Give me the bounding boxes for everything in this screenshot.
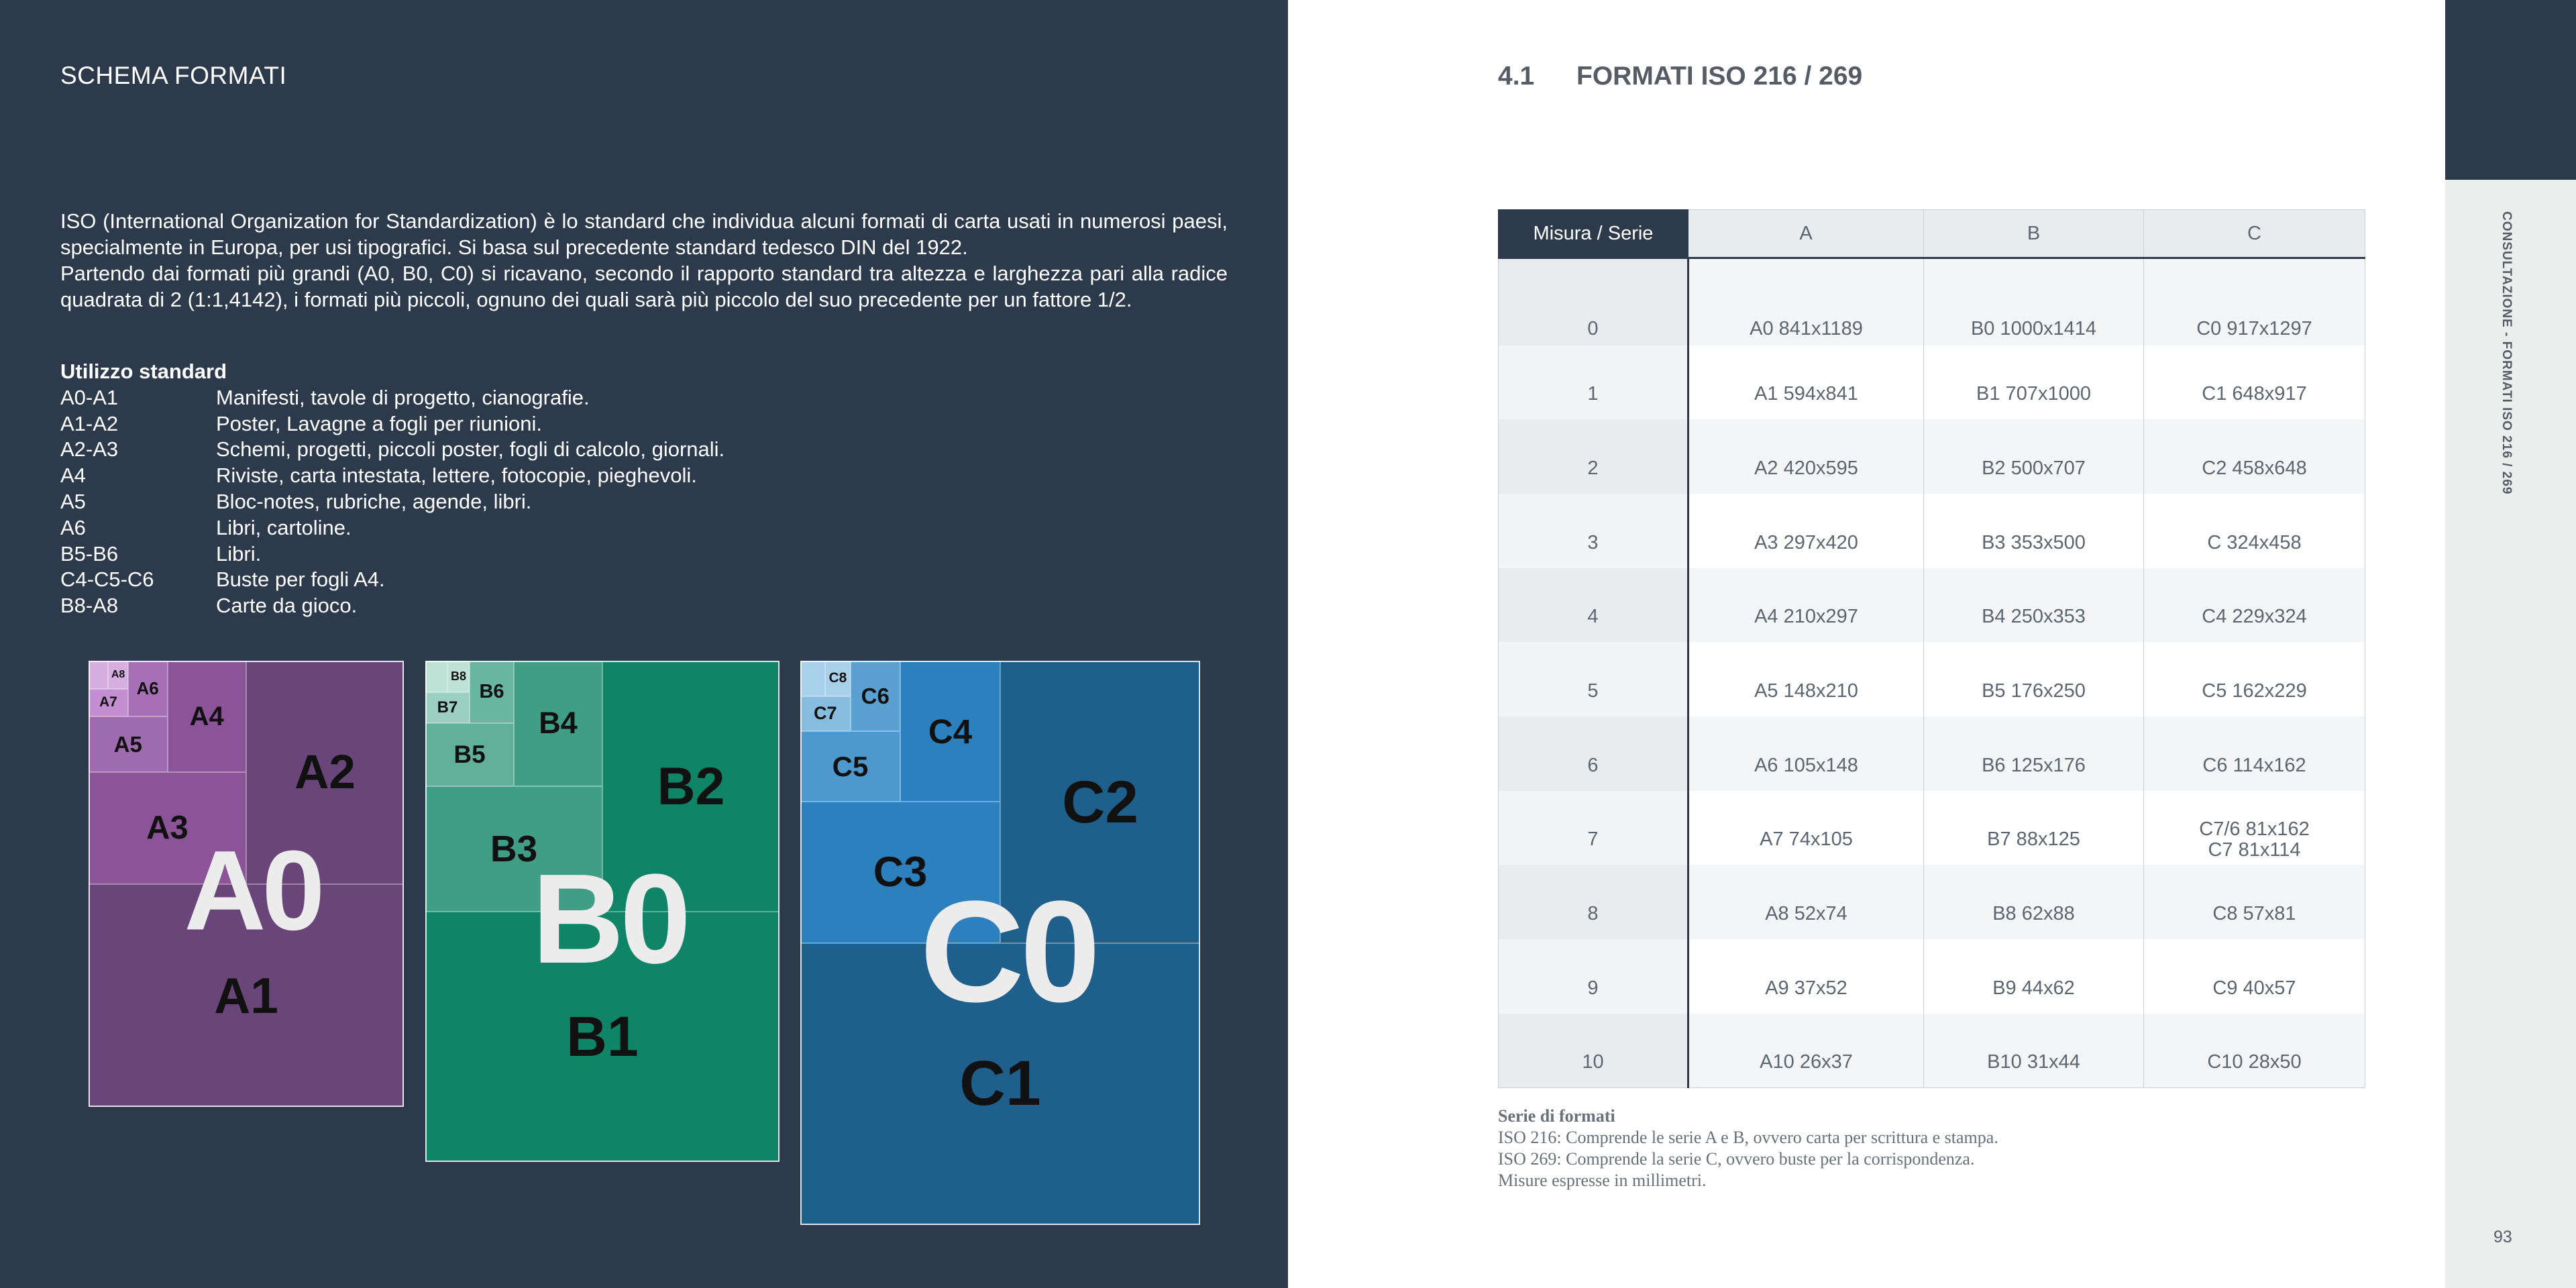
notes-line: Misure espresse in millimetri. — [1498, 1171, 1707, 1190]
side-section-label: CONSULTAZIONE - FORMATI ISO 216 / 269 — [2500, 211, 2514, 495]
paper-size-cell: A8 — [108, 661, 127, 689]
table-cell: A7 74x105 — [1688, 791, 1924, 865]
intro-paragraph-1: ISO (International Organization for Standardization) è lo standard che individua alcuni formati di carta usati in numerosi paesi, specialmente in Europa, per usi tipografici. Si basa sul precedente standard tedesco DIN del 1922. — [60, 209, 1228, 259]
paper-size-cell: A1 — [89, 884, 404, 1108]
table-row — [1499, 258, 2365, 345]
paper-series-big-label: B0 — [532, 847, 687, 990]
usage-desc: Manifesti, tavole di progetto, cianografie. — [216, 385, 590, 409]
paper-size-cell: A4 — [168, 661, 247, 772]
paper-size-cell: A5 — [89, 716, 168, 772]
paper-size-cell: C4 — [900, 661, 1000, 802]
usage-desc: Schemi, progetti, piccoli poster, fogli di calcolo, giornali. — [216, 437, 725, 462]
table-header-cell: B — [1924, 210, 2144, 258]
usage-desc: Poster, Lavagne a fogli per riunioni. — [216, 411, 542, 435]
table-cell: A9 37x52 — [1688, 939, 1924, 1014]
paper-size-cell: A7 — [89, 689, 128, 717]
section-number: 4.1 — [1498, 62, 1535, 91]
usage-heading: Utilizzo standard — [60, 360, 227, 383]
paper-size-remainder — [89, 661, 108, 689]
usage-row — [60, 385, 724, 411]
paper-size-cell: B2 — [602, 661, 780, 912]
paper-size-cell: B4 — [514, 661, 602, 786]
table-index-cell: 2 — [1499, 419, 1688, 494]
section-title: FORMATI ISO 216 / 269 — [1576, 62, 1863, 91]
table-index-cell: 0 — [1499, 258, 1688, 345]
paper-size-cell: B3 — [425, 786, 602, 912]
table-index-cell: 9 — [1499, 939, 1688, 1014]
table-cell: B3 353x500 — [1924, 494, 2144, 568]
table-header-cell: C — [2144, 210, 2365, 258]
table-cell: B4 250x353 — [1924, 568, 2144, 643]
table-row — [1499, 642, 2365, 716]
paper-size-cell: B7 — [425, 692, 470, 724]
right-page — [1288, 0, 2576, 1288]
table-cell: C1 648x917 — [2144, 345, 2365, 420]
table-cell: A1 594x841 — [1688, 345, 1924, 420]
table-cell: B2 500x707 — [1924, 419, 2144, 494]
table-cell: A10 26x37 — [1688, 1014, 1924, 1088]
usage-desc: Bloc-notes, rubriche, agende, libri. — [216, 489, 532, 513]
usage-row — [60, 463, 724, 489]
table-row — [1499, 419, 2365, 494]
table-cell: B1 707x1000 — [1924, 345, 2144, 420]
paper-size-cell: A6 — [128, 661, 168, 716]
usage-desc: Carte da gioco. — [216, 594, 358, 618]
table-cell: B7 88x125 — [1924, 791, 2144, 865]
table-cell: B0 1000x1414 — [1924, 258, 2144, 345]
usage-key: A0-A1 — [60, 385, 119, 409]
table-cell: A4 210x297 — [1688, 568, 1924, 643]
usage-row — [60, 567, 724, 593]
diagram-series-c — [800, 661, 1200, 1225]
table-index-cell: 6 — [1499, 716, 1688, 791]
paper-size-cell: B1 — [425, 912, 780, 1163]
intro-paragraph-2: Partendo dai formati più grandi (A0, B0, C0) si ricavano, secondo il rapporto standard tra altezza e larghezza pari alla radice quadrata di 2 (1:1,4142), i formati più piccoli, ognuno dei quali sarà più piccolo del suo precedente per un fattore 1/2. — [60, 262, 1228, 311]
table-cell: C2 458x648 — [2144, 419, 2365, 494]
table-row — [1499, 494, 2365, 568]
usage-desc: Riviste, carta intestata, lettere, fotocopie, pieghevoli. — [216, 464, 697, 488]
table-header-cell: Misura / Serie — [1499, 210, 1688, 258]
table-row — [1499, 568, 2365, 643]
paper-size-remainder — [800, 661, 825, 696]
table-cell: A2 420x595 — [1688, 419, 1924, 494]
usage-row — [60, 593, 724, 619]
side-band-dark — [2445, 0, 2576, 180]
table-cell: C5 162x229 — [2144, 642, 2365, 716]
usage-list — [60, 359, 724, 619]
table-header-cell: A — [1688, 210, 1924, 258]
usage-key: A4 — [60, 464, 86, 488]
intro-text — [60, 208, 1228, 313]
usage-row — [60, 541, 724, 568]
table-cell: C6 114x162 — [2144, 716, 2365, 791]
usage-row — [60, 489, 724, 515]
table-index-cell: 8 — [1499, 865, 1688, 939]
table-row — [1499, 939, 2365, 1014]
usage-key: A5 — [60, 489, 86, 513]
usage-key: B5-B6 — [60, 541, 119, 566]
notes-heading: Serie di formati — [1498, 1106, 1615, 1126]
table-row — [1499, 345, 2365, 420]
table-index-cell: 5 — [1499, 642, 1688, 716]
usage-key: A6 — [60, 515, 86, 539]
usage-desc: Libri, cartoline. — [216, 515, 352, 539]
formats-table — [1498, 209, 2365, 1088]
usage-row — [60, 411, 724, 437]
notes-line: ISO 216: Comprende le serie A e B, ovvero carta per scrittura e stampa. — [1498, 1128, 1998, 1147]
usage-desc: Libri. — [216, 541, 262, 566]
paper-size-cell: C1 — [800, 943, 1200, 1226]
usage-key: A2-A3 — [60, 437, 119, 462]
paper-series-big-label: A0 — [184, 826, 321, 954]
paper-series-big-label: C0 — [920, 870, 1097, 1032]
table-cell: A8 52x74 — [1688, 865, 1924, 939]
table-index-cell: 10 — [1499, 1014, 1688, 1088]
notes — [1498, 1106, 1998, 1191]
table-row — [1499, 865, 2365, 939]
table-cell: C0 917x1297 — [2144, 258, 2365, 345]
paper-size-cell: C3 — [800, 802, 1000, 943]
table-cell: B9 44x62 — [1924, 939, 2144, 1014]
usage-row — [60, 437, 724, 463]
usage-key: B8-A8 — [60, 594, 119, 618]
notes-line: ISO 269: Comprende la serie C, ovvero buste per la corrispondenza. — [1498, 1149, 1975, 1169]
table-cell: A0 841x1189 — [1688, 258, 1924, 345]
paper-size-cell: B5 — [425, 723, 514, 786]
table-index-cell: 3 — [1499, 494, 1688, 568]
paper-size-cell: C6 — [851, 661, 901, 731]
usage-key: C4-C5-C6 — [60, 568, 154, 592]
table-cell: C7/6 81x162 C7 81x114 — [2144, 791, 2365, 865]
page-number: 93 — [2493, 1228, 2512, 1246]
table-header-row — [1499, 210, 2365, 258]
table-cell: A3 297x420 — [1688, 494, 1924, 568]
table-cell: C9 40x57 — [2144, 939, 2365, 1014]
table-cell: B6 125x176 — [1924, 716, 2144, 791]
table-cell: B8 62x88 — [1924, 865, 2144, 939]
paper-size-cell: C2 — [1000, 661, 1200, 943]
table-cell: C 324x458 — [2144, 494, 2365, 568]
table-cell: B5 176x250 — [1924, 642, 2144, 716]
table-cell: A5 148x210 — [1688, 642, 1924, 716]
table-body — [1499, 258, 2365, 1088]
table-index-cell: 1 — [1499, 345, 1688, 420]
paper-size-cell: B6 — [470, 661, 514, 723]
paper-size-cell: C5 — [800, 731, 900, 802]
usage-key: A1-A2 — [60, 411, 119, 435]
diagram-series-a — [89, 661, 404, 1107]
table-row — [1499, 1014, 2365, 1088]
table-cell: C8 57x81 — [2144, 865, 2365, 939]
paper-size-remainder — [425, 661, 447, 692]
diagram-series-b — [425, 661, 780, 1162]
paper-size-cell: B8 — [447, 661, 470, 692]
table-cell: C10 28x50 — [2144, 1014, 2365, 1088]
usage-desc: Buste per fogli A4. — [216, 568, 385, 592]
table-cell: C4 229x324 — [2144, 568, 2365, 643]
paper-size-cell: A3 — [89, 772, 246, 883]
table-cell: A6 105x148 — [1688, 716, 1924, 791]
table-row — [1499, 791, 2365, 865]
paper-size-cell: A2 — [246, 661, 404, 884]
usage-row — [60, 515, 724, 541]
paper-size-cell: C7 — [800, 696, 851, 732]
table-index-cell: 4 — [1499, 568, 1688, 643]
table-index-cell: 7 — [1499, 791, 1688, 865]
table-row — [1499, 716, 2365, 791]
table-cell: B10 31x44 — [1924, 1014, 2144, 1088]
paper-size-cell: C8 — [825, 661, 850, 696]
left-page-title: SCHEMA FORMATI — [60, 62, 287, 89]
